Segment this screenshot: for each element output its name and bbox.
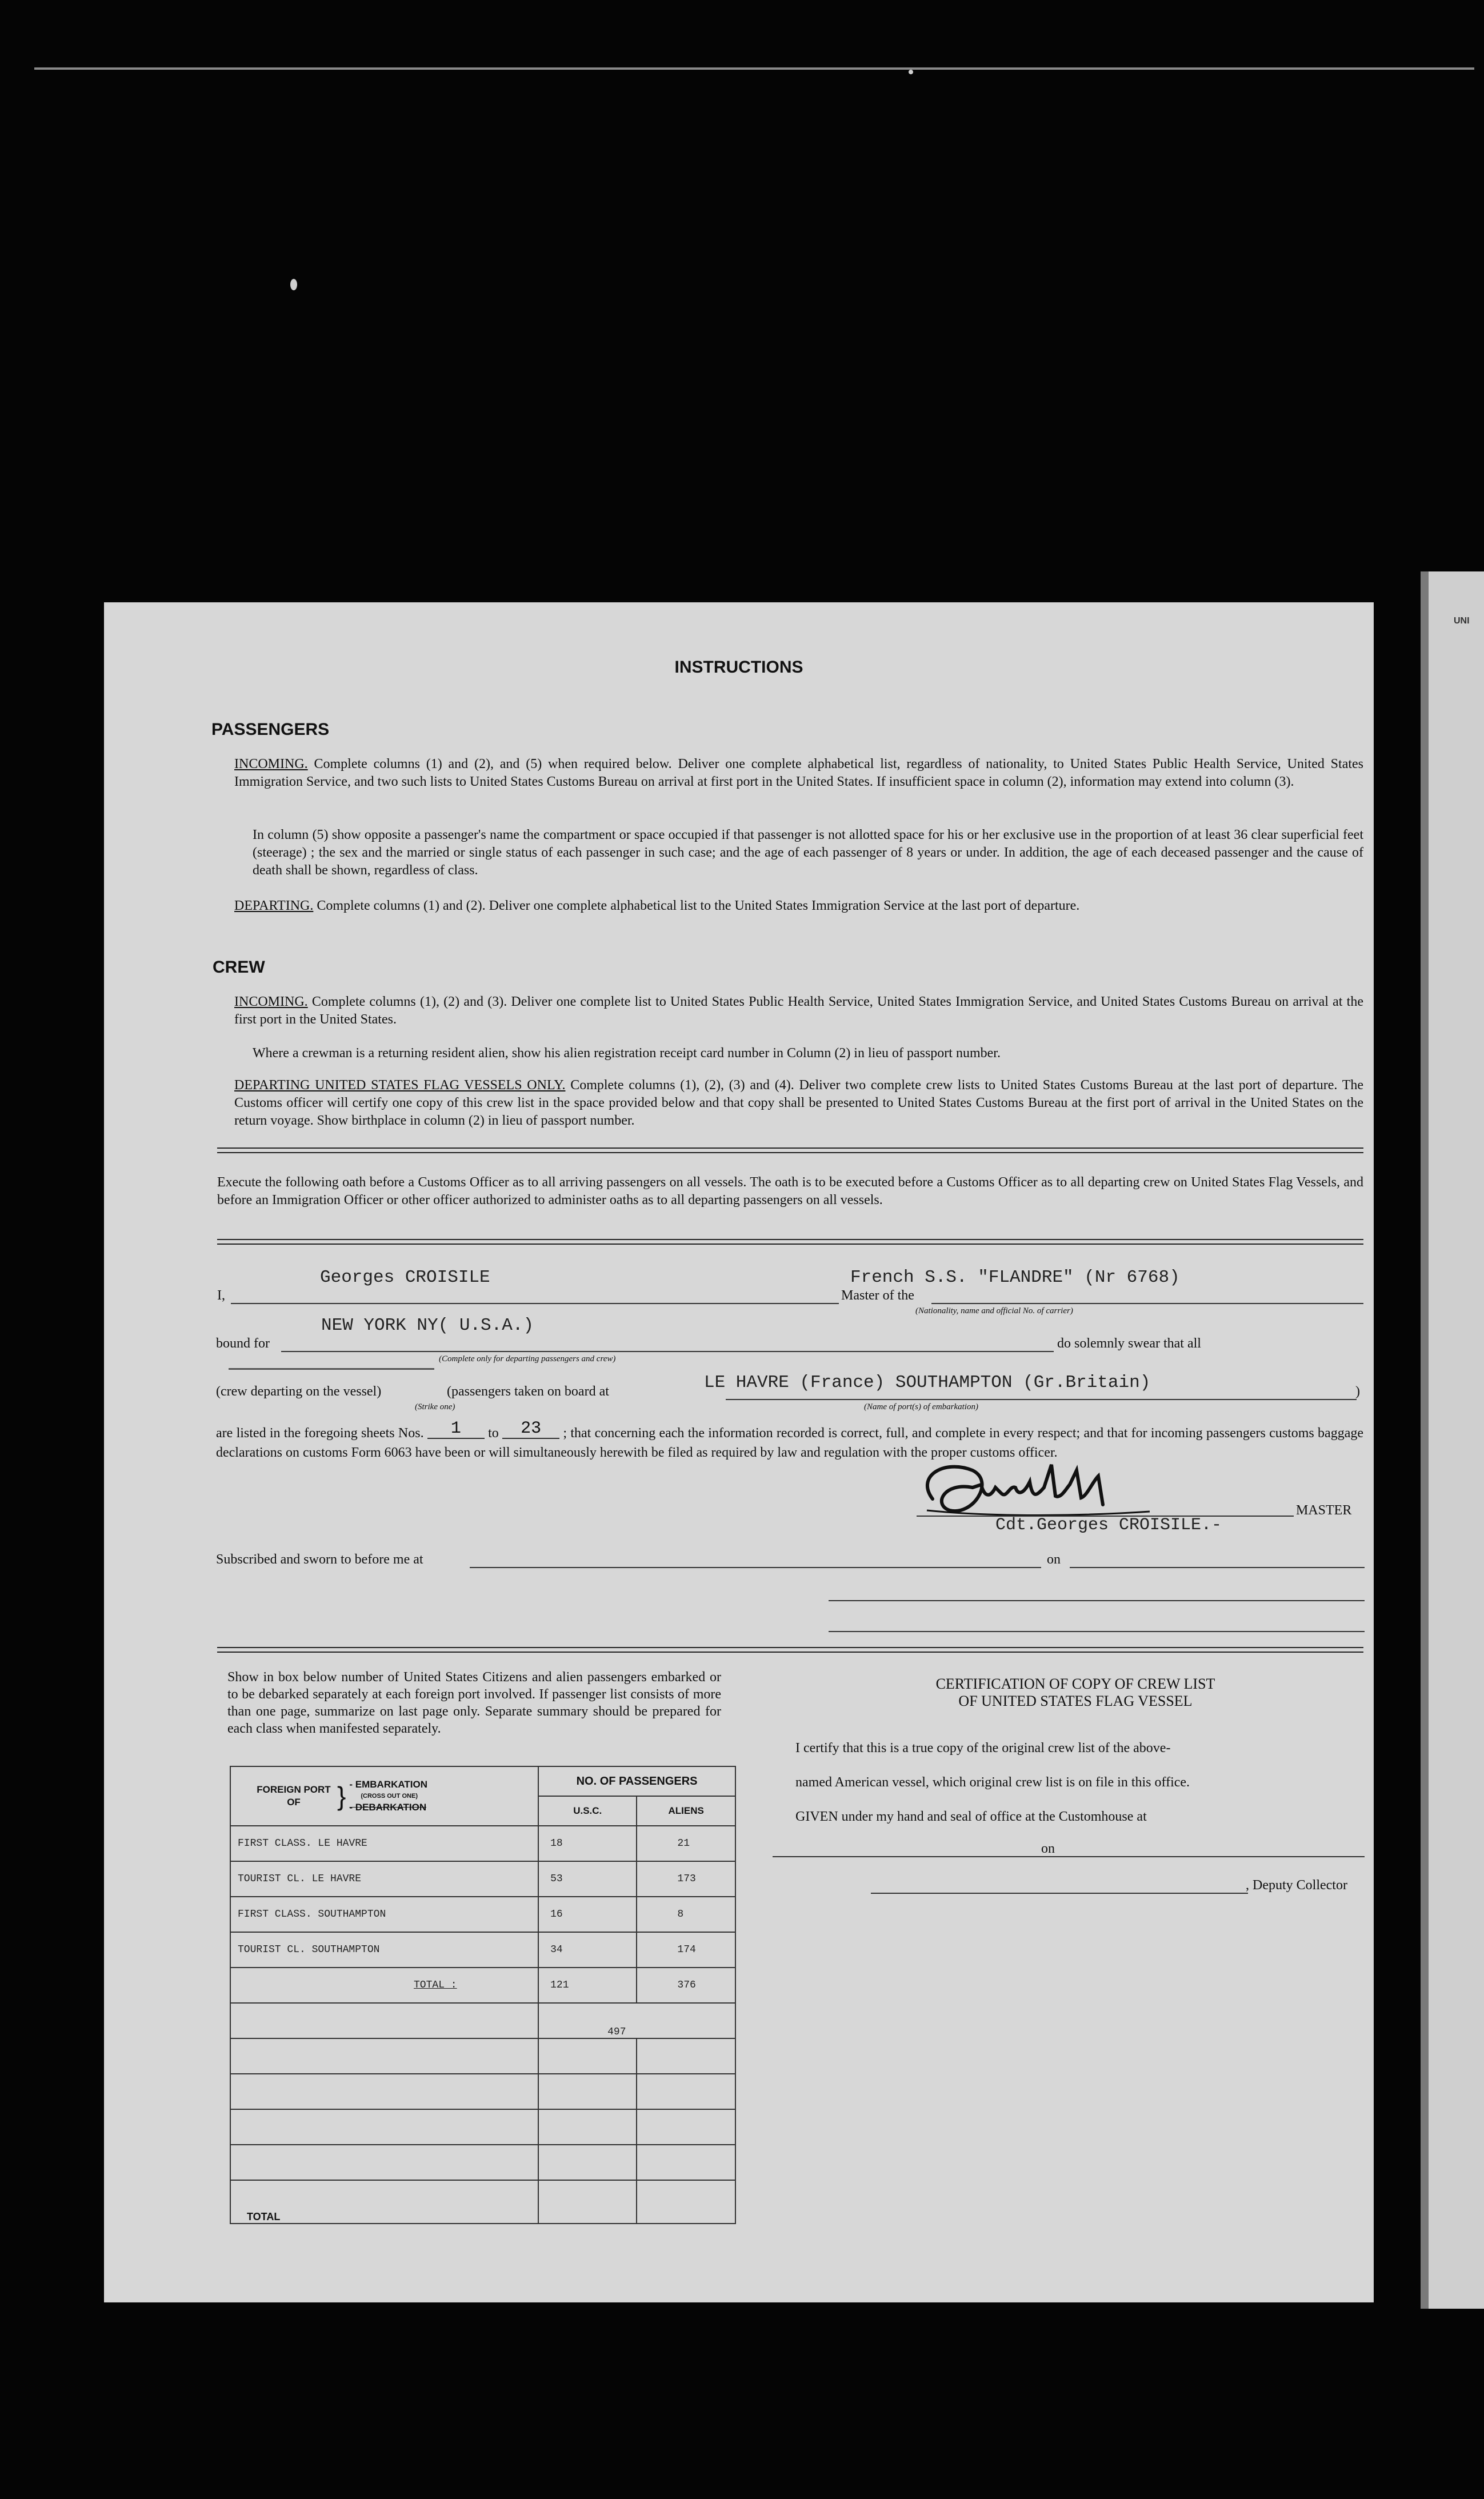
table-row [230, 1897, 735, 1932]
typed-total-label: TOTAL : [414, 1980, 457, 1991]
crew-departing-text: Complete columns (1), (2), (3) and (4). Deliver two complete crew lists to United States Customs Bureau at the last port of departure. The Customs officer will certify one copy of this crew list in the space provided below and that copy shall be presented to United States Customs Bureau at the first port of arrival in the United States on the return voyage. Show birthplace in column (2) in lieu of passport number. [234, 1078, 1364, 1128]
usc-header: U.S.C. [538, 1796, 637, 1826]
blank-cell [230, 2145, 538, 2180]
passengers-incoming-text: Complete columns (1) and (2), and (5) when required below. Deliver one complete alphabetical list, regardless of nationality, to United States Public Health Service, United States Immigration Service, and two such lists to United States Customs Bureau on arrival at first port in the United States. If insufficient space in column (2), information may extend into column (3). [234, 757, 1363, 789]
officer-signature-line [829, 1600, 1365, 1601]
blank-cell [230, 2038, 538, 2074]
total-usc: 121 [538, 1968, 637, 2003]
row-usc: 34 [538, 1932, 637, 1968]
to-label: to [488, 1426, 499, 1441]
section-divider [217, 1239, 1363, 1245]
row-aliens: 174 [637, 1932, 735, 1968]
blank-row [230, 2038, 735, 2074]
struck-text-line [229, 1368, 434, 1370]
blank-cell [538, 2180, 637, 2224]
blank-cell [230, 2074, 538, 2109]
close-paren: ) [1355, 1384, 1360, 1399]
signature-typed-name: Cdt.Georges CROISILE.- [995, 1516, 1222, 1535]
subscribed-date-line [1070, 1567, 1365, 1568]
bound-for-line [281, 1351, 1054, 1352]
ports-value: LE HAVRE (France) SOUTHAMPTON (Gr.Britain) [704, 1373, 1151, 1393]
officer-title-line [829, 1631, 1365, 1632]
adjacent-page-text: UNI [1454, 616, 1470, 626]
certification-date-line [1064, 1856, 1365, 1857]
vessel-value: French S.S. "FLANDRE" (Nr 6768) [850, 1268, 1180, 1288]
passengers-incoming-label: INCOMING. [234, 757, 308, 771]
crew-incoming-label: INCOMING. [234, 994, 308, 1009]
blank-cell [538, 2074, 637, 2109]
certification-on-label: on [1041, 1841, 1055, 1856]
document-page [104, 602, 1374, 2302]
brace-icon: } [337, 1781, 346, 1811]
correct-text: ; that concerning each the information recorded is correct, full, and complete in every respect; and that for incoming passengers customs baggage declarations on customs Form 6063 have been or will simultaneously herewith be filed as required by law and regulation with the proper customs officer. [216, 1426, 1364, 1460]
no-passengers-header: NO. OF PASSENGERS [538, 1766, 735, 1796]
row-usc: 16 [538, 1897, 637, 1932]
summary-instructions: Show in box below number of United States Citizens and alien passengers embarked or to be debarked separately at each foreign port involved. If passenger list consists of more than one page, summarize on last page only. Separate summary should be prepared for each class when manifested separately. [227, 1670, 721, 1736]
oath-i-label: I, [217, 1288, 225, 1303]
vessel-caption: (Nationality, name and official No. of carrier) [915, 1306, 1073, 1316]
master-name-value: Georges CROISILE [320, 1268, 490, 1288]
passengers-departing-label: DEPARTING. [234, 898, 314, 913]
listed-text: are listed in the foregoing sheets Nos. [216, 1426, 424, 1441]
subscribed-on-label: on [1047, 1552, 1061, 1567]
master-name-line [231, 1303, 839, 1304]
port-header-cell [230, 1766, 538, 1826]
blank-cell [637, 2145, 735, 2180]
blank-cell [637, 2038, 735, 2074]
blank-row [230, 2145, 735, 2180]
certification-title-line2: OF UNITED STATES FLAG VESSEL [958, 1693, 1193, 1709]
row-usc: 18 [538, 1826, 637, 1861]
col-port-header: FOREIGN PORT OF [257, 1784, 331, 1808]
crew-heading: CREW [213, 958, 265, 977]
page-edge-shadow [1421, 571, 1429, 2309]
cross-out-note: (CROSS OUT ONE) [361, 1793, 418, 1800]
blank-cell [637, 2180, 735, 2224]
table-row [230, 1932, 735, 1968]
certification-text-1: I certify that this is a true copy of the original crew list of the above- [795, 1741, 1171, 1756]
blank-cell [637, 2109, 735, 2145]
passengers-departing-paragraph [234, 897, 1363, 915]
passengers-incoming-paragraph [234, 755, 1363, 791]
passengers-heading: PASSENGERS [211, 720, 330, 739]
strike-caption: (Strike one) [415, 1402, 455, 1412]
aliens-header: ALIENS [637, 1796, 735, 1826]
scanner-frame-line [34, 67, 1474, 70]
deputy-collector-label: , Deputy Collector [1246, 1878, 1347, 1893]
row-aliens: 173 [637, 1861, 735, 1897]
certification-title [790, 1676, 1361, 1710]
total-row [230, 2180, 735, 2224]
master-label: MASTER [1296, 1503, 1352, 1518]
row-usc: 53 [538, 1861, 637, 1897]
subscribed-place-line [470, 1567, 1041, 1568]
blank-cell [230, 2109, 538, 2145]
certification-title-line1: CERTIFICATION OF COPY OF CREW LIST [935, 1676, 1215, 1692]
grand-total-row [230, 2003, 735, 2038]
ports-caption: (Name of port(s) of embarkation) [864, 1402, 978, 1412]
row-port: FIRST CLASS. LE HAVRE [230, 1826, 538, 1861]
row-port: TOURIST CL. LE HAVRE [230, 1861, 538, 1897]
crew-incoming-text: Complete columns (1), (2) and (3). Deliver one complete list to United States Public Health Service, United States Immigration Service, and United States Customs Bureau on arrival at the first port in the United States. [234, 994, 1364, 1027]
passengers-col5-paragraph: In column (5) show opposite a passenger's name the compartment or space occupied if that passenger is not allotted space for his or her exclusive use in the proportion of at least 36 clear superficial feet (steerage) ; the sex and the married or single status of each passenger in such case; and the age of each passenger of 8 years or under. In addition, the age of each deceased passenger and the cause of death shall be shown, regardless of class. [253, 827, 1363, 878]
sheet-from-value: 1 [450, 1419, 461, 1438]
total-footer-label: TOTAL [230, 2180, 538, 2224]
certification-text-2: named American vessel, which original crew list is on file in this office. [795, 1775, 1190, 1790]
embark-debark-group [349, 1779, 427, 1813]
passenger-summary-table [230, 1766, 736, 2224]
row-port: FIRST CLASS. SOUTHAMPTON [230, 1897, 538, 1932]
blank-cell [538, 2145, 637, 2180]
swear-text: do solemnly swear that all [1057, 1336, 1201, 1351]
adjacent-page-edge [1421, 571, 1484, 2309]
passengers-taken-option: (passengers taken on board at [447, 1384, 609, 1399]
blank-row [230, 2074, 735, 2109]
blank-cell [230, 2003, 538, 2038]
row-aliens: 21 [637, 1826, 735, 1861]
table-row [230, 1826, 735, 1861]
crew-departing-paragraph [234, 1077, 1363, 1130]
total-aliens: 376 [637, 1968, 735, 2003]
sheet-from-blank [427, 1420, 485, 1439]
oath-intro-paragraph: Execute the following oath before a Customs Officer as to all arriving passengers on all vessels. The oath is to be executed before a Customs Officer as to all departing crew on United States Flag Vessels, and before an Immigration Officer or other officer authorized to administer oaths as to all departing passengers on all vessels. [217, 1175, 1363, 1207]
ports-line [726, 1399, 1357, 1400]
table-row [230, 1861, 735, 1897]
blank-row [230, 2109, 735, 2145]
bound-caption: (Complete only for departing passengers and crew) [439, 1354, 616, 1364]
sheet-to-value: 23 [521, 1419, 542, 1438]
section-divider [217, 1147, 1363, 1153]
typed-total-cell [230, 1968, 538, 2003]
passengers-departing-text: Complete columns (1) and (2). Deliver one complete alphabetical list to the United States Immigration Service at the last port of departure. [317, 898, 1080, 913]
section-divider [217, 1647, 1363, 1653]
crew-incoming-paragraph [234, 993, 1363, 1029]
dust-speck [290, 279, 297, 290]
deputy-signature-line [871, 1893, 1248, 1894]
bound-for-value: NEW YORK NY( U.S.A.) [321, 1316, 534, 1336]
subscribed-label: Subscribed and sworn to before me at [216, 1552, 423, 1567]
row-aliens: 8 [637, 1897, 735, 1932]
vessel-line [931, 1303, 1363, 1304]
certification-text-3: GIVEN under my hand and seal of office at the Customhouse at [795, 1809, 1147, 1824]
row-port: TOURIST CL. SOUTHAMPTON [230, 1932, 538, 1968]
blank-cell [637, 2074, 735, 2109]
col-embarkation-header: - EMBARKATION [349, 1779, 427, 1790]
bound-for-label: bound for [216, 1336, 270, 1351]
col-debarkation-header: - DEBARKATION [349, 1802, 427, 1813]
crew-alien-paragraph: Where a crewman is a returning resident alien, show his alien registration receipt card number in Column (2) in lieu of passport number. [253, 1046, 1001, 1061]
page-title: INSTRUCTIONS [674, 658, 803, 677]
crew-departing-label: DEPARTING UNITED STATES FLAG VESSELS ONLY. [234, 1078, 566, 1093]
master-of-label: Master of the [841, 1288, 914, 1303]
dust-speck [909, 70, 913, 74]
crew-departing-option: (crew departing on the vessel) [216, 1384, 382, 1399]
blank-cell [538, 2109, 637, 2145]
sheet-to-blank [502, 1420, 559, 1439]
typed-total-row [230, 1968, 735, 2003]
grand-total: 497 [538, 2003, 735, 2038]
blank-cell [538, 2038, 637, 2074]
